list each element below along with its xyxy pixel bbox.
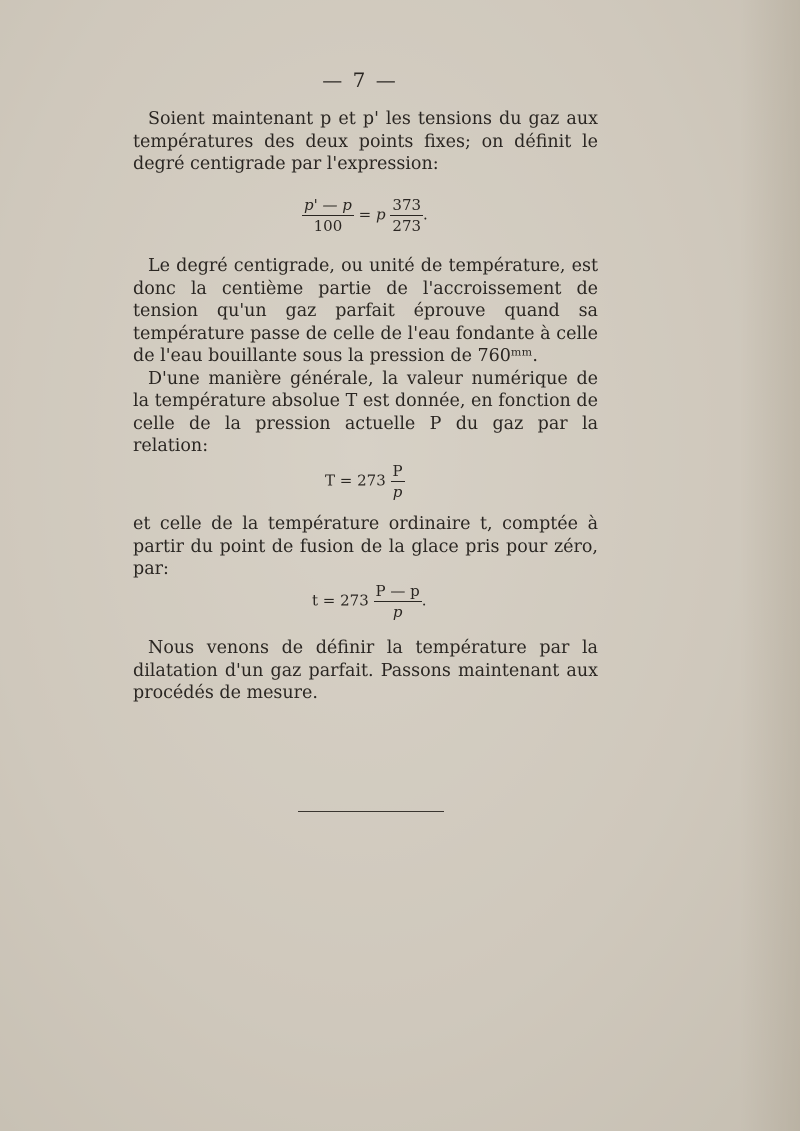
equation-1-left-denominator: 100 — [313, 217, 343, 235]
page-edge-shadow — [740, 0, 800, 1131]
equation-1 — [302, 197, 428, 234]
equation-1-left-numerator: p' — p — [304, 196, 352, 214]
equation-1-period: . — [423, 205, 428, 224]
equation-1-left-fraction — [302, 197, 354, 234]
paragraph-3 — [133, 513, 598, 581]
equation-1-right-fraction — [390, 197, 423, 234]
page-number: — 7 — — [322, 68, 398, 92]
equation-3-fraction — [374, 583, 422, 620]
equation-2-numerator: P — [392, 462, 403, 480]
paragraph-4 — [133, 637, 598, 705]
paragraph-4-text: Nous venons de définir la température par la dilatation d'un gaz parfait. Passons maintenant aux procédés de mesure. — [133, 638, 598, 703]
equation-3-denominator: p — [392, 603, 403, 621]
equation-2-denominator: p — [392, 483, 403, 501]
equation-3-period: . — [421, 591, 427, 610]
equation-1-right-numerator: 373 — [392, 196, 422, 214]
equation-2-fraction — [391, 463, 405, 500]
equation-3-numerator: P — p — [375, 582, 420, 600]
equation-1-right-denominator: 273 — [392, 217, 422, 235]
equation-3-lhs: t = 273 — [312, 591, 369, 610]
paragraph-2 — [133, 255, 598, 458]
paragraph-1-text: Soient maintenant p et p' les tensions du gaz aux températures des deux points fixes; on définit le degré centigrade par l'expression: — [133, 109, 598, 174]
equation-2-lhs: T = 273 — [325, 471, 386, 490]
equation-1-variable: p — [376, 205, 386, 224]
paragraph-1 — [133, 108, 598, 176]
paragraph-2-text: Le degré centigrade, ou unité de température, est donc la centième partie de l'accroissement de tension qu'un gaz parfait éprouve quand sa température passe de celle de l'eau fondante à celle de l'eau bouillante sous la pression de 760ᵐᵐ. — [133, 256, 598, 366]
paragraph-2b-text: D'une manière générale, la valeur numérique de la température absolue T est donnée, en fonction de celle de la pression actuelle P du gaz par la relation: — [133, 368, 598, 456]
equation-3 — [312, 583, 427, 620]
end-rule — [298, 811, 444, 812]
equation-2 — [325, 463, 405, 500]
equation-1-equals: = — [358, 205, 372, 224]
paragraph-3-text: et celle de la température ordinaire t, comptée à partir du point de fusion de la glace pris pour zéro, par: — [133, 514, 598, 579]
